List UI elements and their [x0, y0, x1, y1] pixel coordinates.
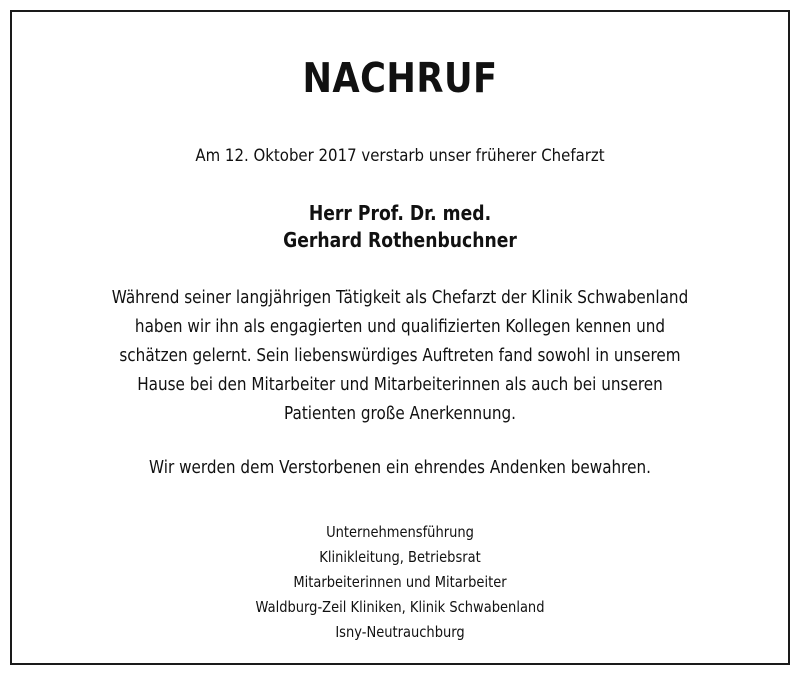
notice-title: NACHRUF: [302, 54, 498, 102]
deceased-name-line-1: Herr Prof. Dr. med.: [308, 201, 492, 225]
closing-sentence: Wir werden dem Verstorbenen ein ehrendes Andenken bewahren.: [149, 458, 651, 478]
signature-line: Waldburg-Zeil Kliniken, Klinik Schwabenland: [255, 598, 545, 616]
signature-block: [62, 520, 737, 645]
signature-line: Mitarbeiterinnen und Mitarbeiter: [293, 573, 507, 591]
deceased-name: [66, 200, 733, 254]
signature-line: Klinikleitung, Betriebsrat: [319, 548, 481, 566]
tribute-line: haben wir ihn als engagierten und qualifizierten Kollegen kennen und: [134, 317, 666, 337]
tribute-line: Patienten große Anerkennung.: [283, 404, 516, 424]
deceased-name-line-2: Gerhard Rothenbuchner: [283, 228, 517, 252]
tribute-line: Während seiner langjährigen Tätigkeit als Chefarzt der Klinik Schwabenland: [111, 288, 689, 308]
tribute-paragraph: [62, 284, 737, 429]
intro-text: Am 12. Oktober 2017 verstarb unser früherer Chefarzt: [195, 146, 605, 166]
obituary-notice: [10, 10, 790, 665]
tribute-line: Hause bei den Mitarbeiter und Mitarbeiterinnen als auch bei unseren: [137, 375, 663, 395]
signature-line: Unternehmensführung: [326, 523, 474, 541]
tribute-line: schätzen gelernt. Sein liebenswürdiges Auftreten fand sowohl in unserem: [119, 346, 681, 366]
signature-line: Isny-Neutrauchburg: [335, 623, 465, 641]
